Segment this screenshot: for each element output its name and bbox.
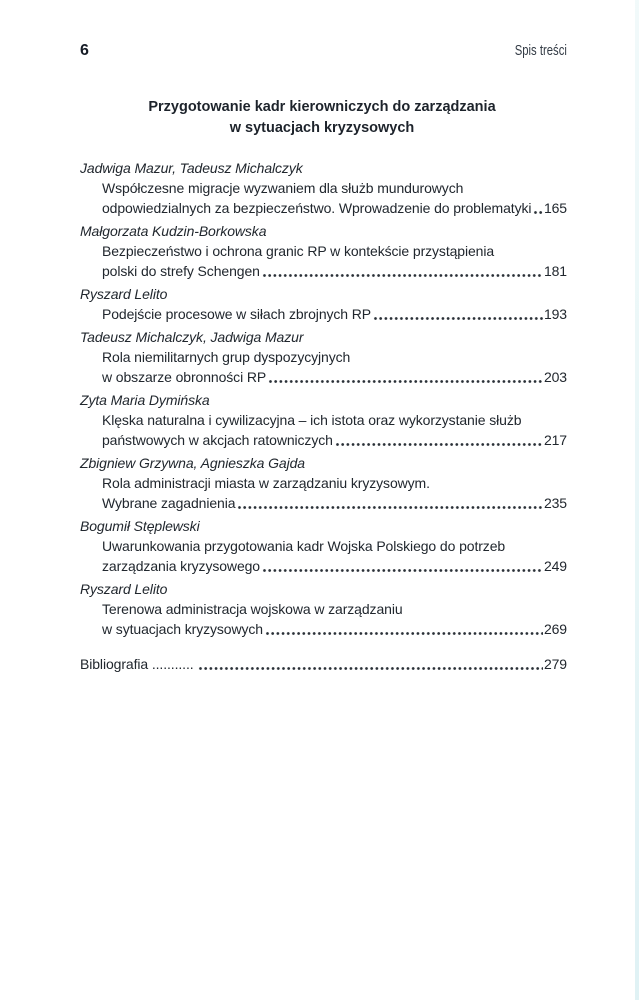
toc-entry [80,390,567,450]
toc-title-text: w obszarze obronności RP [102,369,267,385]
toc-entry [80,453,567,513]
dot-leader [373,316,543,321]
toc-page-number: 203 [543,369,567,385]
dot-leader [262,273,543,278]
toc-title-text: państwowych w akcjach ratowniczych [102,432,333,448]
toc-title-line: Uwarunkowania przygotowania kadr Wojska Polskiego do potrzeb [102,538,506,554]
toc-page-number: 165 [543,200,567,216]
toc-title-line: Rola niemilitarnych grup dyspozycyjnych [102,349,351,365]
page-number: 6 [80,42,89,59]
dot-leader [268,379,543,384]
toc-entry-title [80,599,567,639]
toc-page-number: 269 [543,621,567,637]
toc-page-number: 193 [543,306,567,322]
toc-title-text: Wybrane zagadnienia [102,495,236,511]
toc-title-line: Klęska naturalna i cywilizacyjna – ich istota oraz wykorzystanie służb [102,412,522,428]
bibliography-row [80,654,567,674]
toc-title-text: Podejście procesowe w siłach zbrojnych RP [102,306,372,322]
toc-title-text: w sytuacjach kryzysowych [102,621,263,637]
scan-edge-artifact [635,0,639,1000]
toc-entry [80,579,567,639]
toc-list [80,158,567,674]
toc-entry [80,158,567,218]
toc-entry-title [80,473,567,513]
toc-title-text: polski do strefy Schengen [102,263,260,279]
toc-entry-authors: Tadeusz Michalczyk, Jadwiga Mazur [80,329,304,345]
toc-entry-authors: Małgorzata Kudzin-Borkowska [80,223,267,239]
toc-title-lastline [102,367,567,387]
toc-entry-title [80,536,567,576]
toc-entry-authors: Jadwiga Mazur, Tadeusz Michalczyk [80,160,303,176]
section-heading-line1: Przygotowanie kadr kierowniczych do zarządzania [148,99,496,115]
dot-leader [262,568,543,573]
toc-title-line: Terenowa administracja wojskowa w zarządzaniu [102,601,403,617]
section-heading [78,97,566,139]
toc-entry [80,284,567,324]
page-header [80,42,567,60]
toc-title-line: Współczesne migracje wyzwaniem dla służb mundurowych [102,180,464,196]
toc-title-lastline [102,619,567,639]
toc-page-number: 181 [543,263,567,279]
toc-title-lastline [102,198,567,218]
dot-leader [198,666,543,671]
toc-entry-title [80,410,567,450]
toc-page-number: 235 [543,495,567,511]
dot-leader [265,631,543,636]
toc-entry-authors: Ryszard Lelito [80,581,168,597]
toc-entry-authors: Zyta Maria Dymińska [80,392,210,408]
toc-entry [80,516,567,576]
toc-title-text: zarządzania kryzysowego [102,558,260,574]
toc-page-number: 249 [543,558,567,574]
toc-entry-authors: Zbigniew Grzywna, Agnieszka Gajda [80,455,305,471]
dot-leader [533,210,543,215]
running-header-title: Spis treści [514,43,567,59]
section-heading-line2: w sytuacjach kryzysowych [229,120,415,136]
toc-entry-title [80,241,567,281]
toc-entry-authors: Ryszard Lelito [80,286,168,302]
toc-title-lastline [102,261,567,281]
toc-page-number: 217 [543,432,567,448]
toc-entry-title [80,347,567,387]
toc-entry [80,221,567,281]
bibliography-label: Bibliografia ........... [80,656,194,672]
toc-title-line: Rola administracji miasta w zarządzaniu kryzysowym. [102,475,430,491]
bibliography-page-number: 279 [543,656,567,672]
toc-entry [80,327,567,387]
toc-title-lastline [102,304,567,324]
toc-title-lastline [102,493,567,513]
toc-title-line: Bezpieczeństwo i ochrona granic RP w kontekście przystąpienia [102,243,495,259]
toc-entry-authors: Bogumił Stęplewski [80,518,200,534]
toc-entry-title [80,304,567,324]
toc-title-lastline [102,556,567,576]
toc-title-lastline [102,430,567,450]
toc-title-text: odpowiedzialnych za bezpieczeństwo. Wprowadzenie do problematyki [102,200,532,216]
dot-leader [237,505,543,510]
dot-leader [335,442,543,447]
toc-entry-title [80,178,567,218]
